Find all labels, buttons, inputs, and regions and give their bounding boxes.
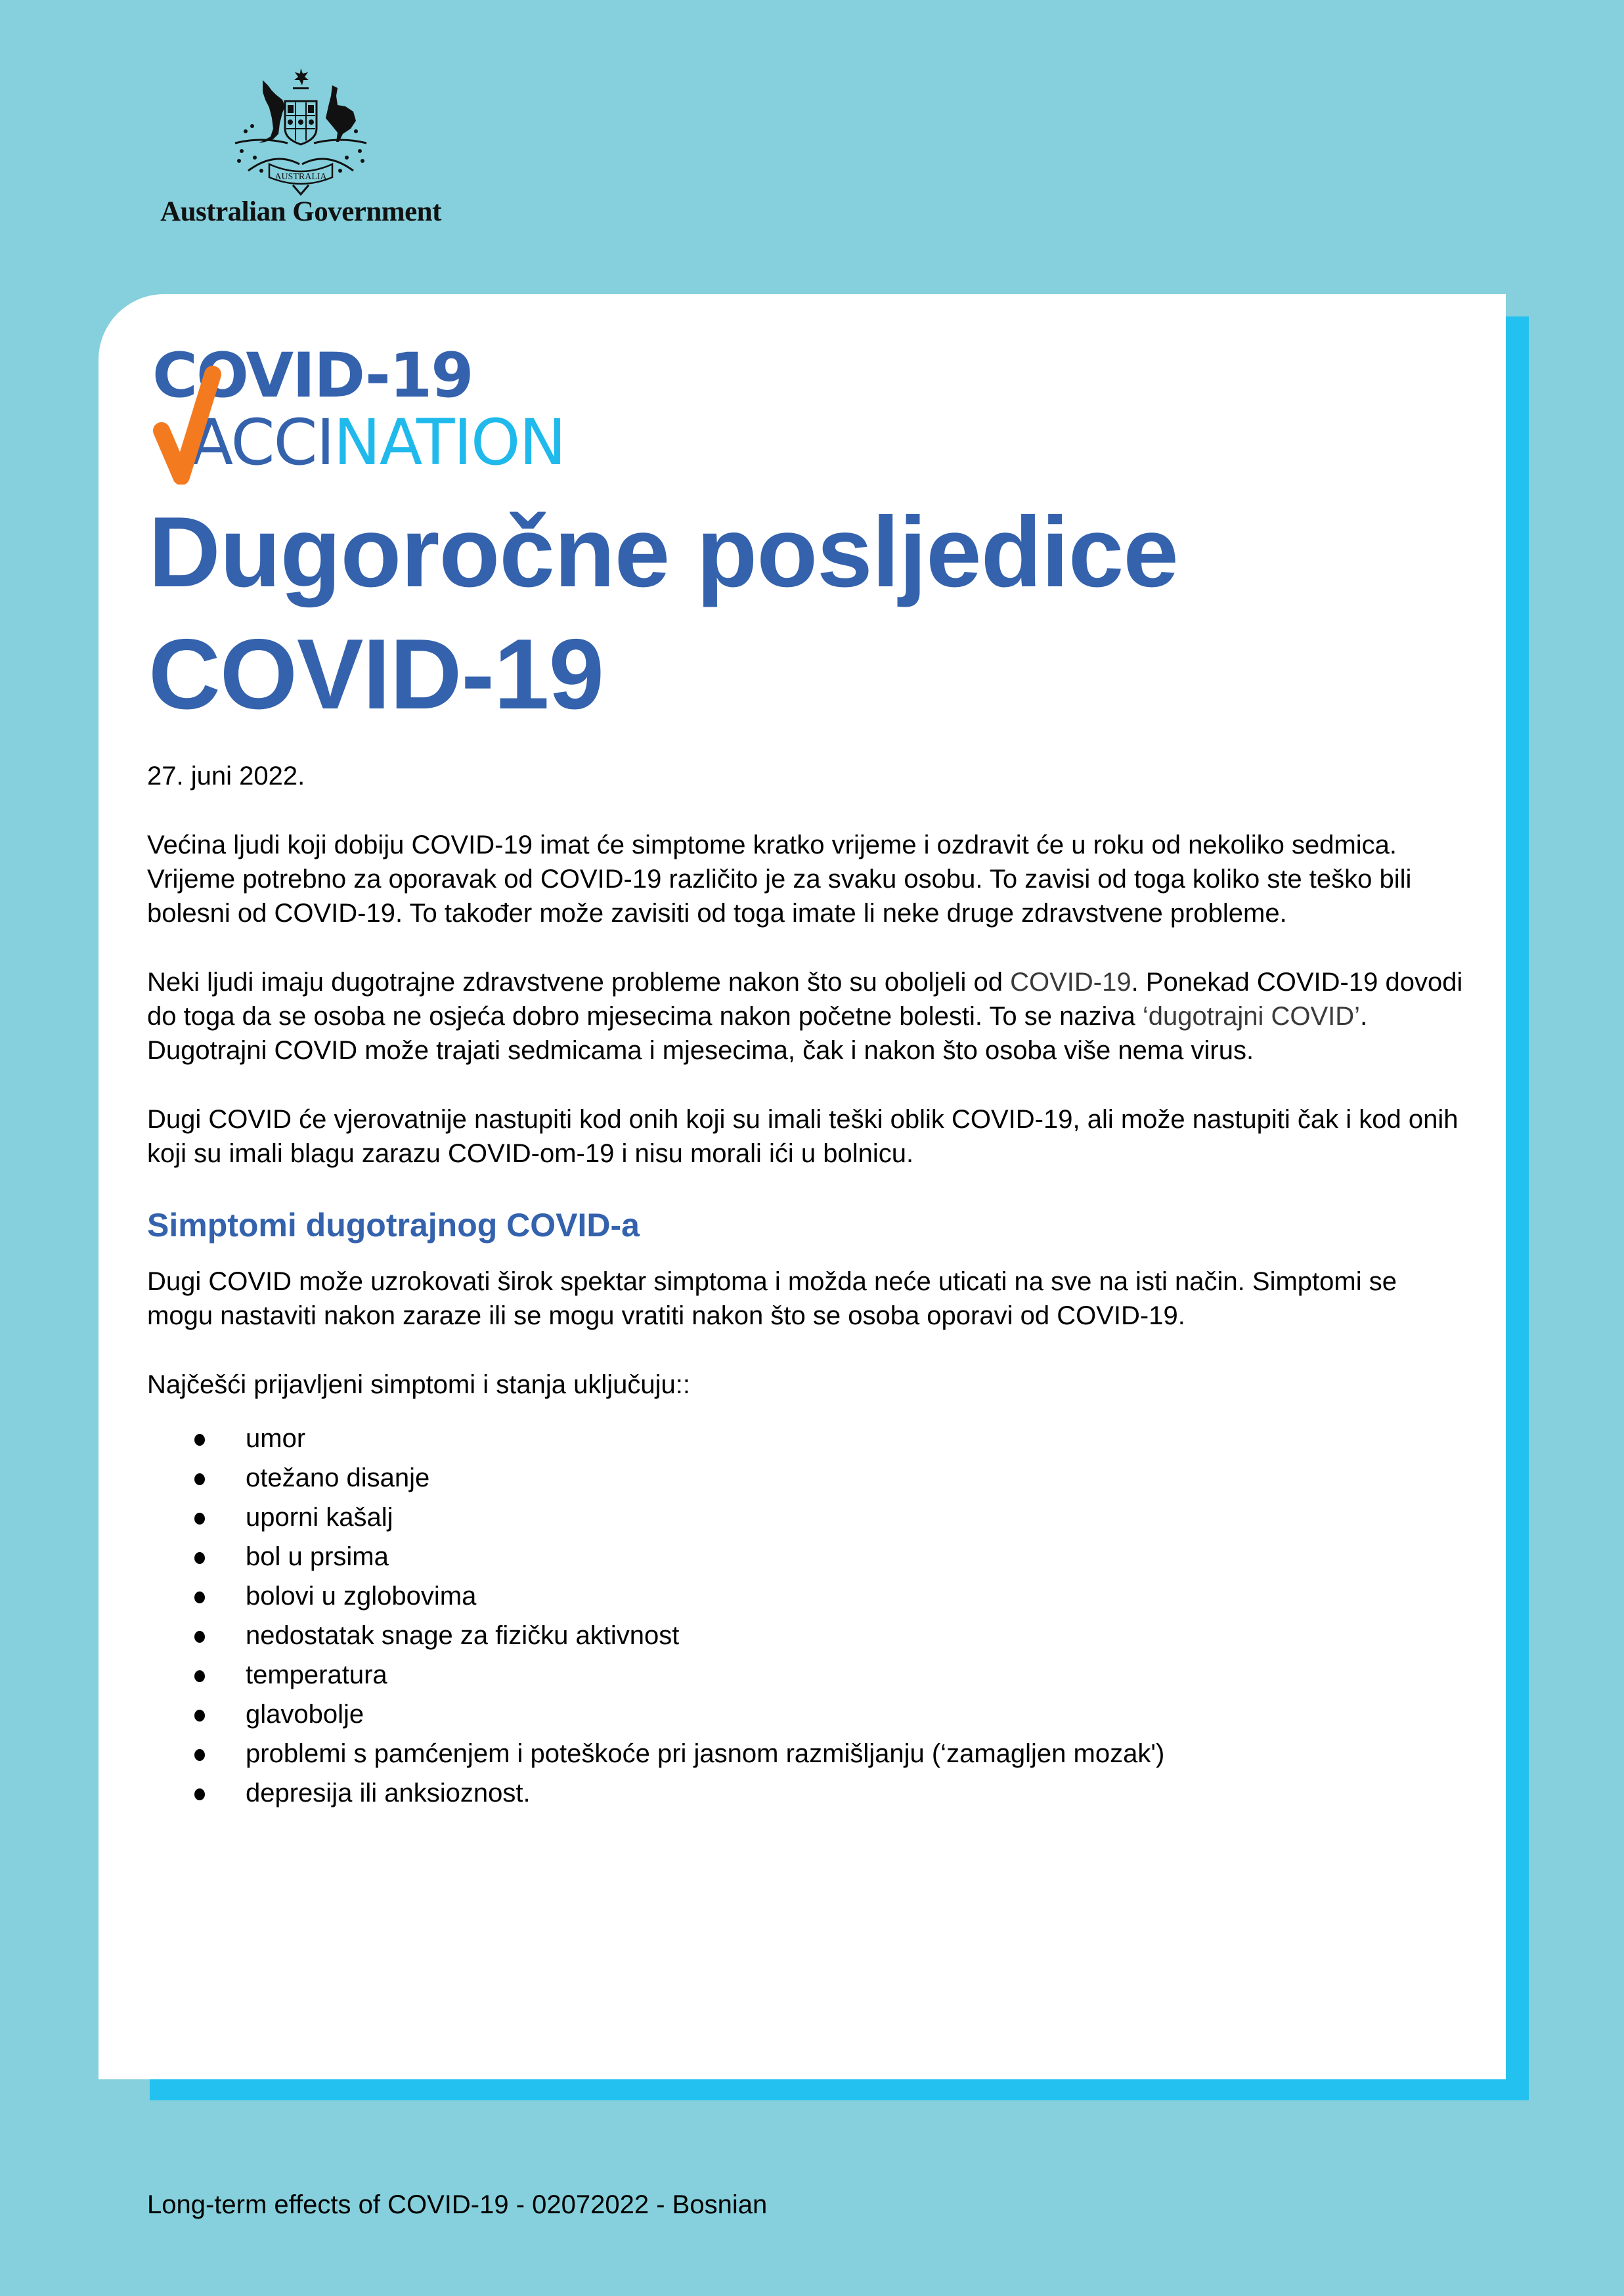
list-item-text: uporni kašalj xyxy=(246,1503,393,1532)
list-item-text: nedostatak snage za fizičku aktivnost xyxy=(246,1621,680,1650)
logo-nation: NATION xyxy=(333,406,565,479)
organization-name: Australian Government xyxy=(160,196,441,227)
bullet-icon xyxy=(194,1552,205,1564)
list-item-text: otežano disanje xyxy=(246,1463,430,1492)
list-item-text: umor xyxy=(246,1424,306,1453)
list-intro: Najčešći prijavljeni simptomi i stanja uključuju:: xyxy=(147,1370,690,1399)
australian-government-logo xyxy=(150,66,452,236)
section-heading: Simptomi dugotrajnog COVID-a xyxy=(147,1207,640,1244)
list-item-text: bolovi u zglobovima xyxy=(246,1582,477,1611)
list-item-text: temperatura xyxy=(246,1660,387,1689)
list-item-text: glavobolje xyxy=(246,1700,364,1729)
page-title xyxy=(148,491,1462,735)
paragraph-symptoms: Dugi COVID može uzrokovati širok spektar simptoma i možda neće uticati na sve na isti način. Simptomi se mogu nastaviti nakon zaraze ili se mogu vratiti nakon što se osoba oporavi od COVID-19. xyxy=(147,1267,1397,1330)
covid-vaccination-logo xyxy=(152,340,599,496)
list-item xyxy=(147,1537,1467,1576)
list-item xyxy=(147,1734,1467,1773)
publication-date: 27. juni 2022. xyxy=(147,762,305,791)
list-item xyxy=(147,1419,1467,1458)
footer-document-id: Long-term effects of COVID-19 - 02072022 - Bosnian xyxy=(147,2190,768,2219)
symptom-list xyxy=(147,1419,1467,1813)
list-item xyxy=(147,1458,1467,1498)
bullet-icon xyxy=(194,1513,205,1525)
logo-line1: COVID-19 xyxy=(152,340,473,412)
list-item-text: depresija ili anksioznost. xyxy=(246,1779,531,1808)
title-line1: Dugoročne posljedice xyxy=(148,496,1178,608)
paragraph-risk: Dugi COVID će vjerovatnije nastupiti kod onih koji su imali teški oblik COVID-19, ali može nastupiti čak i kod onih koji su imali blagu zarazu COVID-om-19 i nisu morali ići u bolnicu. xyxy=(147,1105,1459,1168)
list-item xyxy=(147,1576,1467,1616)
bullet-icon xyxy=(194,1749,205,1761)
list-item xyxy=(147,1773,1467,1813)
bullet-icon xyxy=(194,1592,205,1603)
text-segment: . Ponekad COVID-19 dovodi do toga da se osoba ne osjeća dobro mjesecima nakon početne bolesti. To se naziva xyxy=(147,968,1463,1031)
paragraph-recovery: Većina ljudi koji dobiju COVID-19 imat će simptome kratko vrijeme i ozdravit će u roku od nekoliko sedmica. Vrijeme potrebno za oporavak od COVID-19 različito je za svaku osobu. To zavisi od toga koliko ste teško bili bolesni od COVID-19. To također može zavisiti od toga imate li neke druge zdravstvene probleme. xyxy=(147,831,1412,928)
list-item-text: problemi s pamćenjem i poteškoće pri jasnom razmišljanju (‘zamagljen mozak') xyxy=(246,1739,1165,1768)
coat-of-arms-icon xyxy=(222,66,380,197)
document-body xyxy=(147,759,1467,1813)
text-segment: Neki ljudi imaju dugotrajne zdravstvene probleme nakon što su oboljeli od xyxy=(147,968,1011,997)
bullet-icon xyxy=(194,1710,205,1722)
title-line2: COVID-19 xyxy=(148,618,604,730)
bullet-icon xyxy=(194,1434,205,1446)
list-item-text: bol u prsima xyxy=(246,1542,389,1571)
text-segment: COVID-19 xyxy=(1010,968,1131,997)
list-item xyxy=(147,1616,1467,1655)
list-item xyxy=(147,1498,1467,1537)
text-segment: ‘dugotrajni COVID’ xyxy=(1142,1002,1361,1031)
crest-motto: AUSTRALIA xyxy=(274,172,327,182)
bullet-icon xyxy=(194,1788,205,1800)
list-item xyxy=(147,1655,1467,1695)
bullet-icon xyxy=(194,1670,205,1682)
text-segment: . Dugotrajni COVID može trajati sedmicama i mjesecima, čak i nakon što osoba više nema virus. xyxy=(147,1002,1368,1065)
list-item xyxy=(147,1695,1467,1734)
bullet-icon xyxy=(194,1631,205,1643)
logo-acci: ACCI xyxy=(190,406,334,479)
bullet-icon xyxy=(194,1473,205,1485)
checkmark-icon xyxy=(152,360,231,485)
content-card xyxy=(99,294,1506,2079)
paragraph-long-covid xyxy=(147,965,1467,1068)
